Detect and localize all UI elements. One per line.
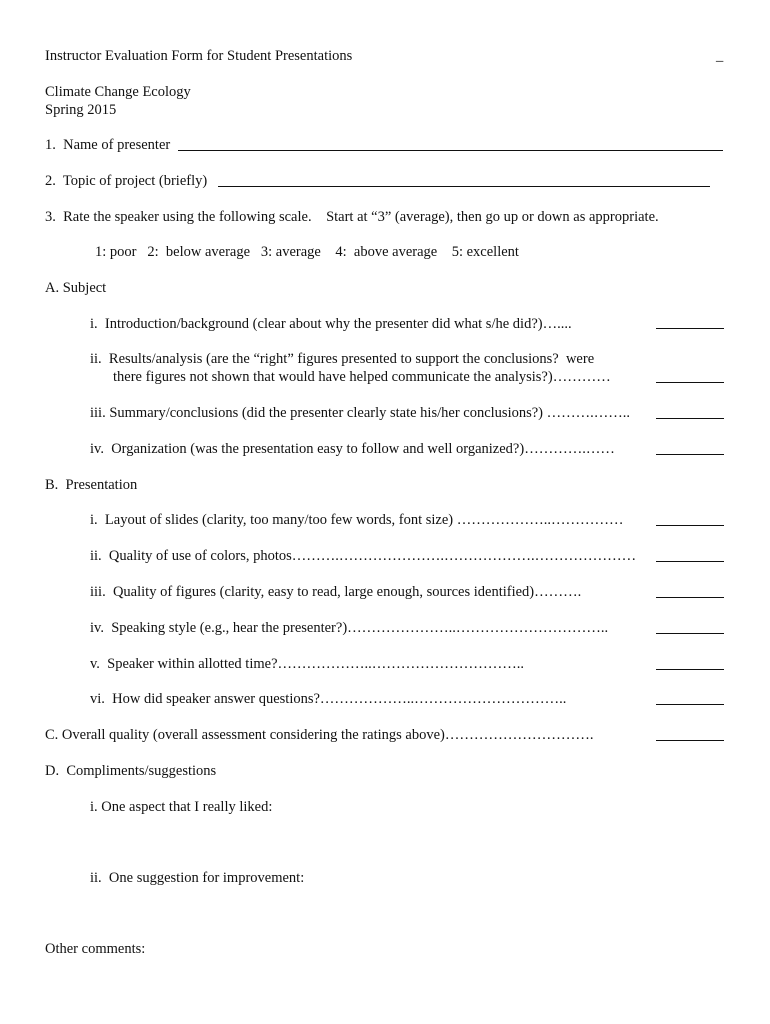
other-comments-label: Other comments: [45,941,146,957]
topic-field[interactable] [218,186,710,187]
item-organization: iv. Organization (was the presentation easy to follow and well organized?)………….…… [90,441,615,457]
item-quality-of-figures: iii. Quality of figures (clarity, easy to read, large enough, sources identified)………. [90,584,582,600]
form-title: Instructor Evaluation Form for Student Presentations [45,48,353,64]
rating-blank-summary[interactable] [656,418,724,419]
rating-instruction: 3. Rate the speaker using the following scale. Start at “3” (average), then go up or down as appropriate. [45,209,659,225]
item-speaking-style: iv. Speaking style (e.g., hear the presenter?)…………………..………………………….. [90,620,609,636]
rating-blank-results[interactable] [656,382,724,383]
rating-blank-organization[interactable] [656,454,724,455]
course-name: Climate Change Ecology [45,84,191,100]
topic-label: 2. Topic of project (briefly) [45,173,208,189]
term: Spring 2015 [45,102,117,118]
rating-blank-layout[interactable] [656,525,724,526]
rating-blank-colors[interactable] [656,561,724,562]
rating-blank-introduction[interactable] [656,328,724,329]
section-d-heading: D. Compliments/suggestions [45,763,217,779]
item-layout-of-slides: i. Layout of slides (clarity, too many/too few words, font size) ………………..…………… [90,512,624,528]
liked-aspect-label: i. One aspect that I really liked: [90,799,273,815]
suggestion-label: ii. One suggestion for improvement: [90,870,305,886]
item-colors-photos: ii. Quality of use of colors, photos……….………………….……………….………………… [90,548,637,564]
overall-quality-item: C. Overall quality (overall assessment considering the ratings above)…………………………. [45,727,594,743]
item-summary: iii. Summary/conclusions (did the presenter clearly state his/her conclusions?) ……….…….. [90,405,631,421]
item-introduction: i. Introduction/background (clear about why the presenter did what s/he did?)….... [90,316,572,332]
rating-blank-questions[interactable] [656,704,724,705]
rating-blank-speaking-style[interactable] [656,633,724,634]
item-allotted-time: v. Speaker within allotted time?………………..………………………….. [90,656,528,672]
item-answer-questions: vi. How did speaker answer questions?………………..………………………….. [90,691,567,707]
name-of-presenter-field[interactable] [178,150,723,151]
rating-scale: 1: poor 2: below average 3: average 4: above average 5: excellent [95,244,519,260]
item-results-line2: there figures not shown that would have helped communicate the analysis?)………… [113,369,611,385]
rating-blank-figures[interactable] [656,597,724,598]
corner-mark: _ [716,48,724,64]
name-of-presenter-label: 1. Name of presenter [45,137,171,153]
item-results-line1: ii. Results/analysis (are the “right” figures presented to support the conclusions? were [90,351,595,367]
section-b-heading: B. Presentation [45,477,138,493]
rating-blank-overall[interactable] [656,740,724,741]
rating-blank-allotted-time[interactable] [656,669,724,670]
section-a-heading: A. Subject [45,280,107,296]
